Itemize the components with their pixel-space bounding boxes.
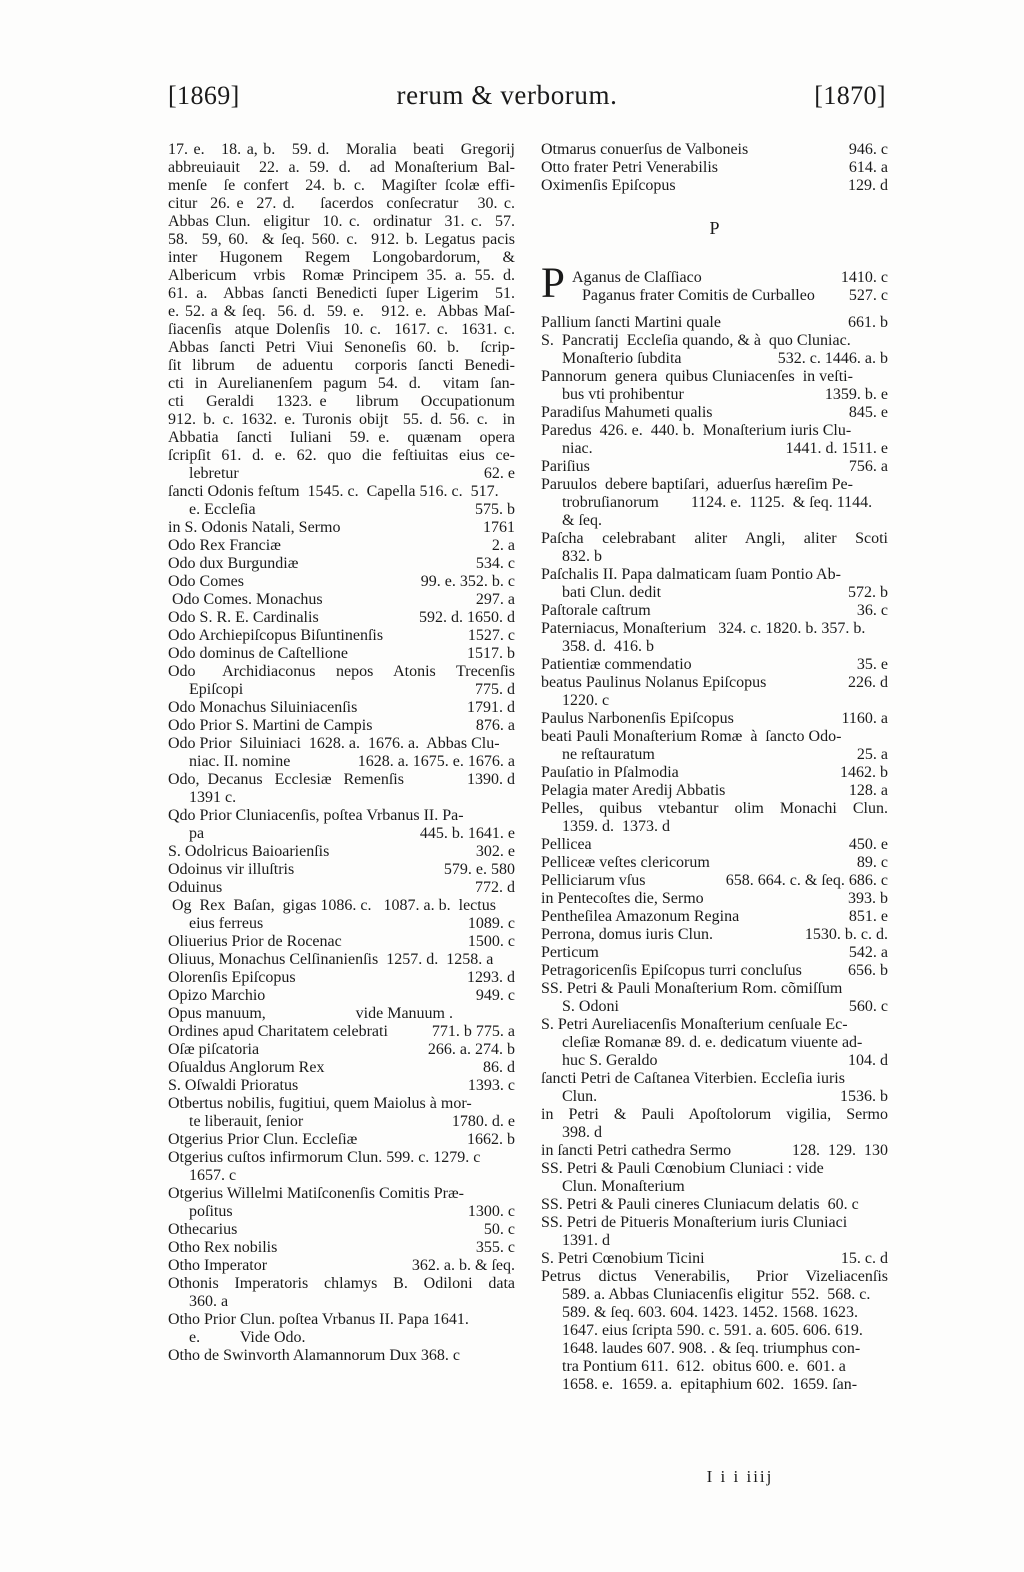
index-entry-reference: 302. e xyxy=(475,843,515,860)
index-line: SS. Petri & Pauli cineres Cluniacum delatis 60. c xyxy=(541,1196,859,1214)
index-entry-text: Odo Comes. Monachus xyxy=(168,591,323,608)
index-line xyxy=(168,1221,515,1239)
index-line xyxy=(168,573,515,591)
index-line: Petrus dictus Venerabilis, Prior Vizeliacenſis xyxy=(541,1268,888,1286)
index-entry-reference: 527. c xyxy=(848,287,888,305)
index-line xyxy=(168,1203,515,1221)
drop-cap-letter: P xyxy=(541,260,565,308)
index-entry-reference: 1791. d xyxy=(467,699,515,716)
index-line xyxy=(168,987,515,1005)
index-entry-text: Oximenſis Epiſcopus xyxy=(541,177,676,194)
index-entry-reference: 771. b 775. a xyxy=(431,1023,515,1040)
index-entry-reference: 532. c. 1446. a. b xyxy=(777,350,888,368)
index-line xyxy=(541,141,888,159)
index-entry-text: bus vti prohibentur xyxy=(562,386,684,404)
index-line: 1359. d. 1373. d xyxy=(562,818,670,836)
index-line xyxy=(541,584,888,602)
index-entry-text: Opizo Marchio xyxy=(168,987,266,1004)
index-line xyxy=(541,1088,888,1106)
index-line xyxy=(541,710,888,728)
index-line xyxy=(541,350,888,368)
index-line: Odo Archidiaconus nepos Atonis Trecenſis xyxy=(168,663,515,680)
index-line xyxy=(168,1257,515,1275)
drop-cap-block xyxy=(541,260,888,314)
index-line: ſcripſit 61. d. e. 62. quo die feſtiuitas eius ce- xyxy=(168,447,515,464)
index-line: S. Petri Aureliacenſis Monaſterium cenſuale Ec- xyxy=(541,1016,848,1034)
index-entry-text: lebretur xyxy=(189,465,239,482)
index-line: 1648. laudes 607. 908. . & ſeq. triumphus con- xyxy=(562,1340,861,1358)
index-entry-text: Paulus Narbonenſis Epiſcopus xyxy=(541,710,734,728)
index-entry-reference: 845. e xyxy=(848,404,888,422)
index-entry-reference: 572. b xyxy=(848,584,888,602)
index-line xyxy=(168,1239,515,1257)
index-entry-text: Oſualdus Anglorum Rex xyxy=(168,1059,325,1076)
index-line xyxy=(541,890,888,908)
index-entry-reference: 226. d xyxy=(848,674,888,692)
index-line: 1657. c xyxy=(189,1167,237,1184)
index-line xyxy=(168,1059,515,1077)
index-line: tra Pontium 611. 612. obitus 600. e. 601. a xyxy=(562,1358,846,1376)
index-line xyxy=(168,1041,515,1059)
index-line xyxy=(168,825,515,843)
index-entry-text: Otho Rex nobilis xyxy=(168,1239,278,1256)
index-line xyxy=(541,746,888,764)
index-entry-reference: 1293. d xyxy=(467,969,515,986)
index-line: Abbas Clun. eligitur 10. c. ordinatur 31. c. 57. xyxy=(168,213,515,230)
index-line: in Petri & Pauli Apoſtolorum vigilia, Sermo xyxy=(541,1106,888,1124)
index-line: menſe ſe confert 24. b. c. Magiſter ſcolæ effi- xyxy=(168,177,515,194)
index-line xyxy=(541,1142,888,1160)
index-line xyxy=(168,1005,515,1023)
index-entry-reference: 1160. a xyxy=(841,710,888,728)
index-entry-text: Odo, Decanus Ecclesiæ Remenſis xyxy=(168,771,404,788)
index-entry-reference: 661. b xyxy=(848,314,888,332)
index-line xyxy=(541,926,888,944)
index-entry-text: Petragoricenſis Epiſcopus turri concluſus xyxy=(541,962,802,980)
index-entry-text: S. Petri Cœnobium Ticini xyxy=(541,1250,705,1268)
index-entry-text: Othecarius xyxy=(168,1221,238,1238)
index-entry-reference: 1500. c xyxy=(467,933,515,950)
index-entry-reference: 86. d xyxy=(483,1059,515,1076)
index-line: Paſcha celebrabant aliter Angli, aliter Scoti xyxy=(541,530,888,548)
index-entry-text: Paradiſus Mahumeti qualis xyxy=(541,404,713,422)
index-line xyxy=(541,998,888,1016)
index-entry-reference: 25. a xyxy=(856,746,888,764)
index-line xyxy=(541,1052,888,1070)
index-line xyxy=(168,1131,515,1149)
index-line xyxy=(168,591,515,609)
index-line xyxy=(541,836,888,854)
index-entry-reference: 104. d xyxy=(848,1052,888,1070)
index-entry-text: Olorenſis Epiſcopus xyxy=(168,969,296,986)
index-entry-text: Oſæ piſcatoria xyxy=(168,1041,260,1058)
index-entry-text: Perrona, domus iuris Clun. xyxy=(541,926,713,944)
index-line: Otho de Swinvorth Alamannorum Dux 368. c xyxy=(168,1347,460,1364)
index-entry-text: eius ferreus xyxy=(189,915,264,932)
index-entry-reference: 129. d xyxy=(848,177,888,194)
index-line xyxy=(168,645,515,663)
index-entry-text: in Pentecoſtes die, Sermo xyxy=(541,890,704,908)
index-entry-reference: 575. b xyxy=(475,501,515,518)
index-line xyxy=(541,872,888,890)
index-line: ſit librum de aduentu corporis ſancti Benedi- xyxy=(168,357,515,374)
index-entry-reference: 1628. a. 1675. e. 1676. a xyxy=(357,753,515,770)
index-line xyxy=(168,501,515,519)
index-line xyxy=(168,681,515,699)
index-line xyxy=(168,861,515,879)
index-line xyxy=(168,537,515,555)
index-entry-reference: 35. e xyxy=(856,656,888,674)
index-line: 58. 59, 60. & ſeq. 560. c. 912. b. Legatus pacis xyxy=(168,231,515,248)
index-entry-text: Pariſius xyxy=(541,458,590,476)
index-line: cleſiæ Romanæ 89. d. e. dedicatum viuente ad- xyxy=(562,1034,863,1052)
index-line: Og Rex Baſan, gigas 1086. c. 1087. a. b. lectus xyxy=(168,897,496,914)
index-entry-text: Pellicea xyxy=(541,836,592,854)
index-entry-text: S. Oſwaldi Prioratus xyxy=(168,1077,299,1094)
index-entry-text: Pallium ſancti Martini quale xyxy=(541,314,721,332)
left-column xyxy=(168,141,515,1394)
index-entry-reference: 579. e. 580 xyxy=(443,861,515,878)
index-entry-reference: 614. a xyxy=(848,159,888,176)
index-line: 589. & ſeq. 603. 604. 1423. 1452. 1568. 1623. xyxy=(562,1304,858,1322)
index-entry-reference: 15. c. d xyxy=(840,1250,888,1268)
index-entry-text: Monaſterio ſubdita xyxy=(562,350,682,368)
sheet-signature: I i i iiij xyxy=(706,1467,774,1486)
index-line: e. 52. a & ſeq. 56. d. 59. e. 912. e. Abbas Maſ- xyxy=(168,303,515,320)
index-entry-text: te liberauit, ſenior xyxy=(189,1113,304,1130)
index-entry-reference: 851. e xyxy=(848,908,888,926)
index-line: Qdo Prior Cluniacenſis, poſtea Vrbanus II. Pa- xyxy=(168,807,464,824)
index-entry-reference: 450. e xyxy=(848,836,888,854)
index-line: Pelles, quibus vtebantur olim Monachi Clun. xyxy=(541,800,888,818)
folio-left: [1869] xyxy=(168,81,240,110)
index-line: trobruſianorum 1124. e. 1125. & ſeq. 1144. xyxy=(562,494,873,512)
index-line: Paruulos debere baptiſari, aduerſus hæreſim Pe- xyxy=(541,476,853,494)
index-entry-text: S. Odolricus Baioarienſis xyxy=(168,843,330,860)
index-line xyxy=(541,159,888,177)
index-line xyxy=(541,404,888,422)
index-line xyxy=(168,879,515,897)
index-line: abbreuiauit 22. a. 59. d. ad Monaſterium Bal- xyxy=(168,159,515,176)
index-entry-reference: 445. b. 1641. e xyxy=(419,825,515,842)
page-title: rerum & verborum. xyxy=(396,80,618,110)
index-line xyxy=(168,699,515,717)
index-line: 1647. eius ſcripta 590. c. 591. a. 605. 606. 619. xyxy=(562,1322,863,1340)
folio-right: [1870] xyxy=(814,81,886,110)
index-line: 1658. e. 1659. a. epitaphium 602. 1659. ſan- xyxy=(562,1376,858,1394)
index-line xyxy=(541,782,888,800)
index-entry-reference: 1527. c xyxy=(467,627,515,644)
index-entry-reference: 1390. d xyxy=(467,771,515,788)
index-entry-text: pa xyxy=(189,825,205,842)
index-entry-reference: 1410. c xyxy=(840,269,888,287)
index-entry-reference: 775. d xyxy=(475,681,515,698)
index-entry-text: Odo Monachus Siluiniacenſis xyxy=(168,699,358,716)
index-line xyxy=(541,656,888,674)
index-entry-reference: 534. c xyxy=(475,555,515,572)
index-entry-reference: 1441. d. 1511. e xyxy=(785,440,888,458)
index-line: Paterniacus, Monaſterium 324. c. 1820. b. 357. b. xyxy=(541,620,866,638)
index-entry-text: Odo Rex Franciæ xyxy=(168,537,281,554)
index-line xyxy=(168,933,515,951)
index-entry-text: bati Clun. dedit xyxy=(562,584,662,602)
index-entry-reference: 946. c xyxy=(848,141,888,158)
index-entry-reference: 297. a xyxy=(475,591,515,608)
index-line: ſancti Petri de Caſtanea Viterbien. Eccleſia iuris xyxy=(541,1070,845,1088)
index-entry-reference: 1089. c xyxy=(467,915,515,932)
index-line xyxy=(168,843,515,861)
index-line xyxy=(168,465,515,483)
index-entry-reference: 355. c xyxy=(475,1239,515,1256)
index-entry-reference: 1300. c xyxy=(467,1203,515,1220)
index-entry-reference: 2. a xyxy=(491,537,515,554)
index-line xyxy=(541,287,888,305)
index-line: citur 26. e 27. d. ſacerdos conſecratur 30. c. xyxy=(168,195,515,212)
index-line xyxy=(168,717,515,735)
index-entry-text: e. Eccleſia xyxy=(189,501,256,518)
index-line xyxy=(541,314,888,332)
index-line: 1391. d xyxy=(562,1232,610,1250)
index-line: Abbatia ſancti Iuliani 59. e. quænam opera xyxy=(168,429,515,446)
index-line xyxy=(541,908,888,926)
index-entry-text: Oduinus xyxy=(168,879,223,896)
index-entry-text: in ſancti Petri cathedra Sermo xyxy=(541,1142,732,1160)
index-line: Otho Prior Clun. poſtea Vrbanus II. Papa 1641. xyxy=(168,1311,469,1328)
index-line xyxy=(541,177,888,195)
index-line: S. Pancratij Eccleſia quando, & à quo Cluniac. xyxy=(541,332,851,350)
index-line: inter Hugonem Regem Longobardorum, & xyxy=(168,249,515,266)
section-letter-heading: P xyxy=(709,218,720,238)
index-entry-text: Paſtorale caſtrum xyxy=(541,602,651,620)
index-entry-reference: 362. a. b. & ſeq. xyxy=(411,1257,515,1274)
index-entry-reference: 36. c xyxy=(856,602,888,620)
index-line: Odo Prior Siluiniaci 1628. a. 1676. a. Abbas Clu- xyxy=(168,735,500,752)
index-entry-text: Odo Comes xyxy=(168,573,244,590)
index-entry-text: S. Odoni xyxy=(562,998,619,1016)
index-line: Albericum vrbis Romæ Principem 35. a. 55. d. xyxy=(168,267,515,284)
index-entry-reference: 1462. b xyxy=(840,764,888,782)
index-entry-reference: 542. a xyxy=(848,944,888,962)
index-entry-reference: 128. a xyxy=(848,782,888,800)
index-entry-text: Paganus frater Comitis de Curballeo xyxy=(582,287,815,305)
index-entry-text: Ordines apud Charitatem celebrati xyxy=(168,1023,388,1040)
index-line xyxy=(541,674,888,692)
index-line: 589. a. Abbas Cluniacenſis eligitur 552. 568. c. xyxy=(562,1286,871,1304)
index-entry-reference: 62. e xyxy=(483,465,515,482)
index-line xyxy=(541,944,888,962)
index-line: Pannorum genera quibus Cluniacenſes in veſti- xyxy=(541,368,853,386)
index-line xyxy=(168,627,515,645)
index-entry-reference: 1517. b xyxy=(467,645,515,662)
index-entry-text: Odo Prior S. Martini de Campis xyxy=(168,717,373,734)
index-line: Otgerius cuſtos infirmorum Clun. 599. c. 1279. c xyxy=(168,1149,481,1166)
index-entry-reference: 50. c xyxy=(483,1221,515,1238)
index-entry-text: Odo dominus de Caſtellione xyxy=(168,645,348,662)
index-line: cti Geraldi 1323. e librum Occupationum xyxy=(168,393,515,410)
index-entry-text: Odoinus vir illuſtris xyxy=(168,861,295,878)
index-entry-text: Pelliceæ veſtes clericorum xyxy=(541,854,710,872)
index-line: 17. e. 18. a, b. 59. d. Moralia beati Gregorij xyxy=(168,141,515,158)
index-entry-text: Oliuerius Prior de Rocenac xyxy=(168,933,342,950)
index-entry-text: Odo S. R. E. Cardinalis xyxy=(168,609,319,626)
index-entry-text: Pentheſilea Amazonum Regina xyxy=(541,908,740,926)
index-entry-reference: 656. b xyxy=(848,962,888,980)
index-entry-reference: 1662. b xyxy=(467,1131,515,1148)
index-line: Paſchalis II. Papa dalmaticam ſuam Pontio Ab- xyxy=(541,566,841,584)
index-entry-reference: 1780. d. e xyxy=(451,1113,515,1130)
index-entry-text: beatus Paulinus Nolanus Epiſcopus xyxy=(541,674,767,692)
index-entry-reference: 99. e. 352. b. c xyxy=(420,573,515,590)
index-line xyxy=(168,753,515,771)
index-line: SS. Petri & Pauli Monaſterium Rom. cõmiſſum xyxy=(541,980,843,998)
index-line xyxy=(541,764,888,782)
index-line xyxy=(168,1023,515,1041)
index-entry-reference: 560. c xyxy=(848,998,888,1016)
index-line: ſancti Odonis feſtum 1545. c. Capella 516. c. 517. xyxy=(168,483,499,500)
index-line: 912. b. c. 1632. e. Turonis obijt 55. d. 56. c. in xyxy=(168,411,515,428)
index-line xyxy=(541,458,888,476)
index-entry-text: Otho Imperator xyxy=(168,1257,268,1274)
index-line xyxy=(541,269,888,287)
index-line: ſiacenſis atque Dolenſis 10. c. 1617. c. 1631. c. xyxy=(168,321,515,338)
index-line xyxy=(541,1250,888,1268)
index-entry-text: Opus manuum, xyxy=(168,1005,266,1022)
index-entry-reference: 876. a xyxy=(475,717,515,734)
index-line: 398. d xyxy=(562,1124,602,1142)
index-line: 358. d. 416. b xyxy=(562,638,654,656)
index-line xyxy=(541,440,888,458)
index-entry-text: Patientiæ commendatio xyxy=(541,656,692,674)
index-line: e. Vide Odo. xyxy=(189,1329,306,1346)
index-entry-text: Clun. xyxy=(562,1088,598,1106)
index-entry-text: Pauſatio in Pſalmodia xyxy=(541,764,679,782)
index-line: Abbas ſancti Petri Viui Senoneſis 60. b. ſcrip- xyxy=(168,339,515,356)
index-entry-text: Odo Archiepiſcopus Biſuntinenſis xyxy=(168,627,384,644)
index-line xyxy=(168,1113,515,1131)
index-line xyxy=(168,1077,515,1095)
index-line: Otbertus nobilis, fugitiui, quem Maiolus à mor- xyxy=(168,1095,472,1112)
index-line: Clun. Monaſterium xyxy=(562,1178,685,1196)
index-entry-reference: 1761 xyxy=(483,519,515,536)
index-entry-reference: 89. c xyxy=(856,854,888,872)
index-line xyxy=(541,854,888,872)
index-line: 360. a xyxy=(189,1293,229,1310)
index-entry-reference: 1530. b. c. d. xyxy=(804,926,888,944)
index-entry-reference: 266. a. 274. b xyxy=(427,1041,515,1058)
index-entry-reference: 128. 129. 130 xyxy=(792,1142,888,1160)
index-entry-text: in S. Odonis Natali, Sermo xyxy=(168,519,341,536)
index-line xyxy=(168,609,515,627)
index-line: Oliuus, Monachus Celſinanienſis 1257. d. 1258. a xyxy=(168,951,494,968)
index-line: cti in Aurelianenſem pagum 54. d. vitam ſan- xyxy=(168,375,515,392)
index-line xyxy=(168,969,515,987)
index-line: SS. Petri & Pauli Cœnobium Cluniaci : vide xyxy=(541,1160,824,1178)
index-line: 1220. c xyxy=(562,692,610,710)
index-entry-reference: 756. a xyxy=(848,458,888,476)
index-line xyxy=(168,555,515,573)
index-entry-text: niac. xyxy=(562,440,593,458)
index-entry-text: Otto frater Petri Venerabilis xyxy=(541,159,718,176)
index-entry-text: Aganus de Claſſiaco xyxy=(572,269,702,287)
index-entry-text: Otmarus conuerſus de Valboneis xyxy=(541,141,749,158)
index-entry-reference: vide Manuum . xyxy=(355,1005,453,1022)
index-line xyxy=(168,771,515,789)
running-head xyxy=(168,80,886,111)
index-entry-text: Perticum xyxy=(541,944,599,962)
index-entry-reference: 592. d. 1650. d xyxy=(419,609,515,626)
index-line: 832. b xyxy=(562,548,602,566)
index-entry-reference: 658. 664. c. & ſeq. 686. c xyxy=(725,872,888,890)
index-line xyxy=(168,519,515,537)
index-entry-text: huc S. Geraldo xyxy=(562,1052,658,1070)
index-entry-text: Odo dux Burgundiæ xyxy=(168,555,299,572)
index-line: SS. Petri de Pitueris Monaſterium iuris Cluniaci xyxy=(541,1214,848,1232)
index-entry-text: Otgerius Prior Clun. Eccleſiæ xyxy=(168,1131,358,1148)
two-column-body xyxy=(168,141,888,1394)
index-entry-reference: 1359. b. e xyxy=(824,386,888,404)
index-line xyxy=(541,962,888,980)
index-entry-text: Pelagia mater Aredij Abbatis xyxy=(541,782,726,800)
index-entry-reference: 949. c xyxy=(475,987,515,1004)
index-line: beati Pauli Monaſterium Romæ à ſancto Odo- xyxy=(541,728,842,746)
index-entry-text: ne reſtauratum xyxy=(562,746,655,764)
index-entry-reference: 393. b xyxy=(848,890,888,908)
index-line: 1391 c. xyxy=(189,789,237,806)
index-entry-reference: 772. d xyxy=(475,879,515,896)
index-entry-text: poſitus xyxy=(189,1203,233,1220)
index-entry-reference: 1536. b xyxy=(840,1088,888,1106)
index-line xyxy=(168,915,515,933)
index-line: Othonis Imperatoris chlamys B. Odiloni data xyxy=(168,1275,515,1292)
right-column xyxy=(541,141,888,1394)
index-line: Otgerius Willelmi Matiſconenſis Comitis Præ- xyxy=(168,1185,464,1202)
index-entry-text: Pelliciarum vſus xyxy=(541,872,646,890)
index-entry-text: Epiſcopi xyxy=(189,681,244,698)
index-line: 61. a. Abbas ſancti Benedicti ſuper Ligerim 51. xyxy=(168,285,515,302)
index-line xyxy=(541,386,888,404)
index-line: & ſeq. xyxy=(562,512,602,530)
index-entry-reference: 1393. c xyxy=(467,1077,515,1094)
index-entry-text: niac. II. nomine xyxy=(189,753,291,770)
index-line: Paredus 426. e. 440. b. Monaſterium iuris Clu- xyxy=(541,422,852,440)
index-line xyxy=(541,602,888,620)
